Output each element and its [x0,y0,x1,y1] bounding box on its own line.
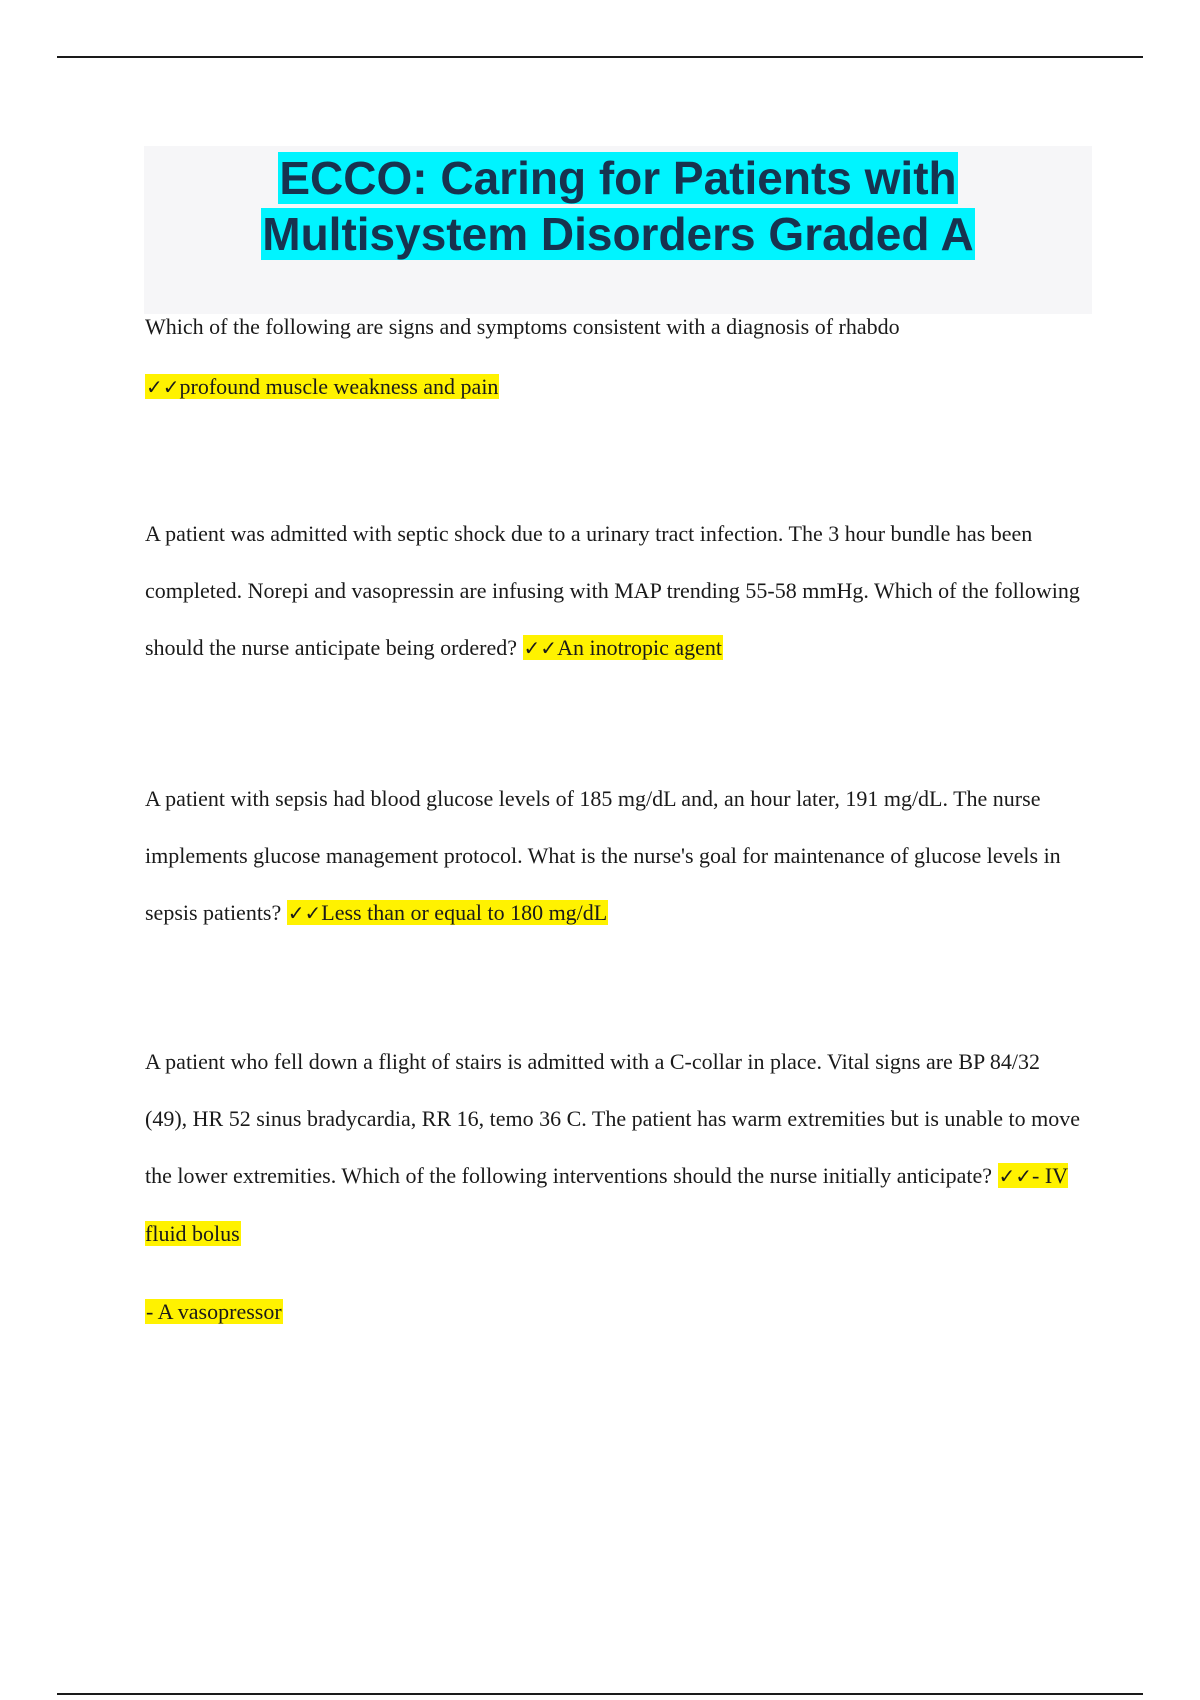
double-check-icon: ✓✓ [287,901,322,925]
answer-highlight [523,635,723,660]
double-check-icon: ✓✓ [998,1164,1033,1188]
question-3 [145,770,1085,942]
double-check-icon: ✓✓ [523,636,558,660]
answer-text: Less than or equal to 180 mg/dL [321,900,608,925]
answer-text: An inotropic agent [557,635,723,660]
document-title [261,150,975,262]
question-text: A patient who fell down a flight of stairs is admitted with a C-collar in place. Vital signs are BP 84/32 (49), HR 52 sinus bradycardia, RR 16, temo 36 C. The patient has warm extremities but is unable to move the lower extremities. Which of the following interventions should the nurse initially anticipate? [145,1049,1081,1188]
double-check-icon: ✓✓ [146,375,180,399]
title-line-2: Multisystem Disorders Graded A [262,208,974,260]
title-line-1: ECCO: Caring for Patients with [279,152,957,204]
question-2 [145,505,1085,677]
answer-text: profound muscle weakness and pain [179,374,499,399]
question-text: Which of the following are signs and symptoms consistent with a diagnosis of rhabdo [145,314,900,339]
title-banner [144,146,1092,314]
bottom-divider [57,1693,1143,1695]
answer-4-continued [145,1283,1085,1340]
question-4 [145,1033,1085,1262]
answer-highlight [145,374,499,399]
answer-highlight: - A vasopressor [146,1299,282,1324]
question-1 [145,298,1085,355]
answer-highlight [287,900,608,925]
answer-1 [145,358,1085,416]
top-divider [57,56,1143,58]
answer-text: - IV fluid bolus [145,1163,1068,1246]
question-text: A patient was admitted with septic shock due to a urinary tract infection. The 3 hour bundle has been completed. Norepi and vasopressin are infusing with MAP trending 55-58 mmHg. Which of the following should the nurse anticipate being ordered? [145,521,1080,660]
question-text: A patient with sepsis had blood glucose levels of 185 mg/dL and, an hour later, 191 mg/dL. The nurse implements glucose management protocol. What is the nurse's goal for maintenance of glucose levels in sepsis patients? [145,786,1061,925]
